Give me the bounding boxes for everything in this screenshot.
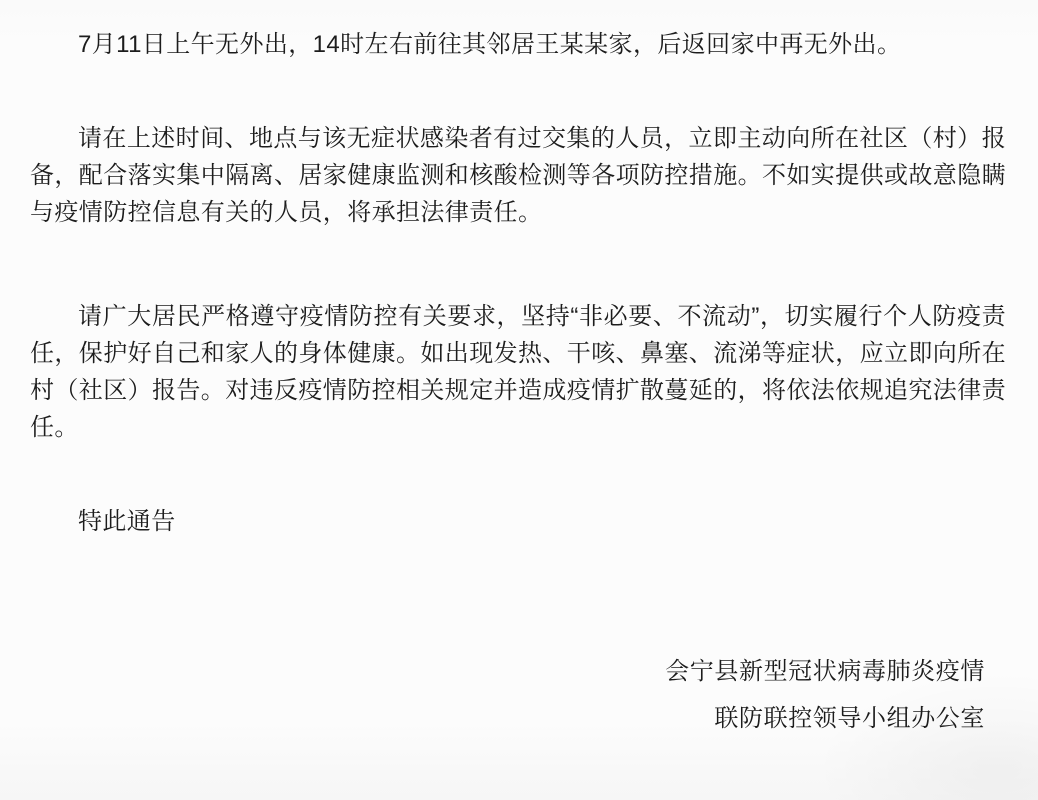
notice-closing-statement: 特此通告 bbox=[78, 508, 176, 535]
notice-paragraph-activity-track: 7月11日上午无外出，14时左右前往其邻居王某某家，后返回家中再无外出。 bbox=[78, 31, 902, 58]
signature-block bbox=[30, 648, 1006, 742]
notice-paragraph-public-requirements: 请广大居民严格遵守疫情防控有关要求，坚持“非必要、不流动”，切实履行个人防疫责任，保护好自己和家人的身体健康。如出现发热、干咳、鼻塞、流涕等症状，应立即向所在村（社区）报告。对违反疫情防控相关规定并造成疫情扩散蔓延的，将依法依规追究法律责任。 bbox=[30, 303, 1006, 441]
signature-org-line-1: 会宁县新型冠状病毒肺炎疫情 bbox=[665, 658, 985, 685]
notice-paragraph-contact-reporting: 请在上述时间、地点与该无症状感染者有过交集的人员，立即主动向所在社区（村）报备，配合落实集中隔离、居家健康监测和核酸检测等各项防控措施。不如实提供或故意隐瞒与疫情防控信息有关的人员，将承担法律责任。 bbox=[30, 125, 1006, 226]
signature-org-line-2: 联防联控领导小组办公室 bbox=[714, 705, 985, 732]
